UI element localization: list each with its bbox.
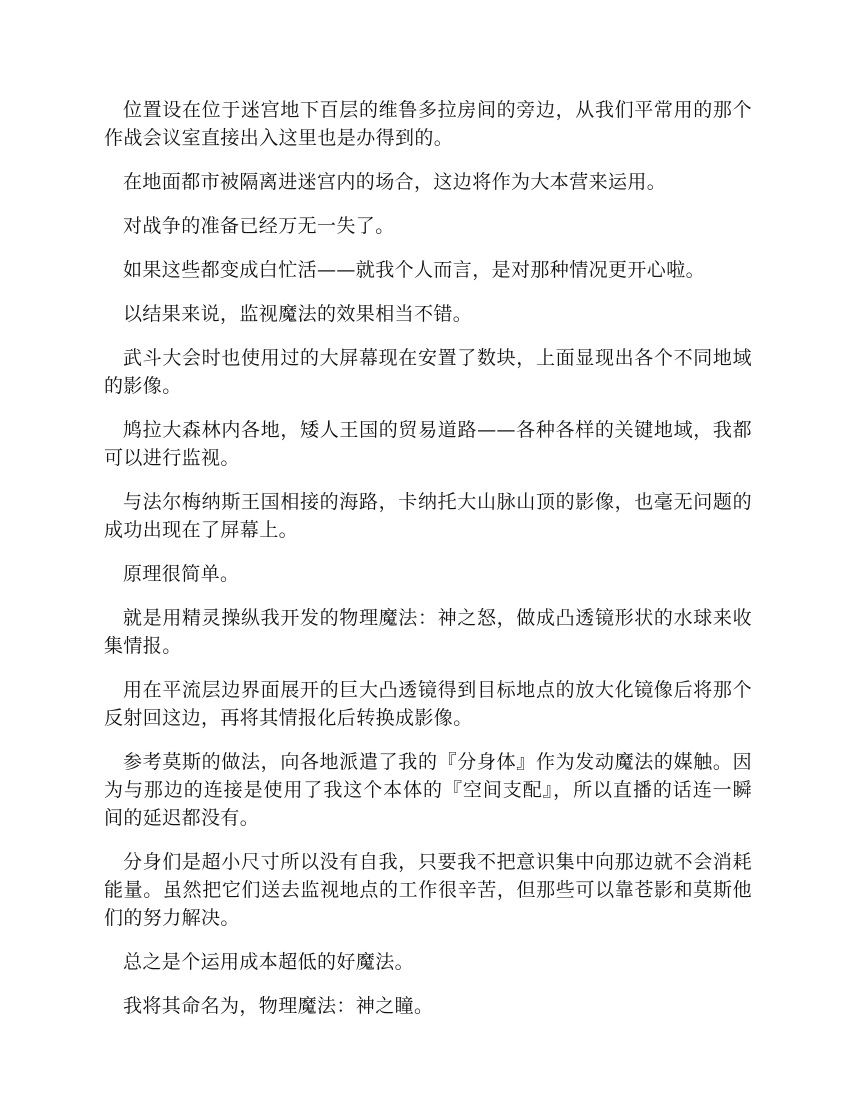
- paragraph: 位置设在位于迷宫地下百层的维鲁多拉房间的旁边，从我们平常用的那个作战会议室直接出入这里也是办得到的。: [104, 99, 752, 149]
- paragraph: 在地面都市被隔离进迷宫内的场合，这边将作为大本营来运用。: [123, 171, 667, 193]
- paragraph: 对战争的准备已经万无一失了。: [123, 215, 395, 237]
- paragraph: 就是用精灵操纵我开发的物理魔法：神之怒，做成凸透镜形状的水球来收集情报。: [104, 607, 752, 657]
- paragraph: 武斗大会时也使用过的大屏幕现在安置了数块，上面显现出各个不同地域的影像。: [104, 347, 752, 397]
- paragraph: 以结果来说，监视魔法的效果相当不错。: [123, 303, 473, 325]
- paragraph: 参考莫斯的做法，向各地派遣了我的『分身体』作为发动魔法的媒触。因为与那边的连接是使用了我这个本体的『空间支配』，所以直播的话连一瞬间的延迟都没有。: [104, 751, 752, 829]
- paragraph: 分身们是超小尺寸所以没有自我，只要我不把意识集中向那边就不会消耗能量。虽然把它们送去监视地点的工作很辛苦，但那些可以靠苍影和莫斯他们的努力解决。: [104, 851, 752, 929]
- paragraph: 如果这些都变成白忙活——就我个人而言，是对那种情况更开心啦。: [123, 259, 706, 281]
- paragraph: 与法尔梅纳斯王国相接的海路，卡纳托大山脉山顶的影像，也毫无问题的成功出现在了屏幕上。: [104, 491, 752, 541]
- paragraph: 鸠拉大森林内各地，矮人王国的贸易道路——各种各样的关键地域，我都可以进行监视。: [104, 419, 752, 469]
- paragraph: 用在平流层边界面展开的巨大凸透镜得到目标地点的放大化镜像后将那个反射回这边，再将其情报化后转换成影像。: [104, 679, 752, 729]
- paragraph: 原理很简单。: [123, 563, 240, 585]
- paragraph: 我将其命名为，物理魔法：神之瞳。: [123, 995, 434, 1017]
- document-body: [104, 96, 752, 1036]
- paragraph: 总之是个运用成本超低的好魔法。: [123, 951, 415, 973]
